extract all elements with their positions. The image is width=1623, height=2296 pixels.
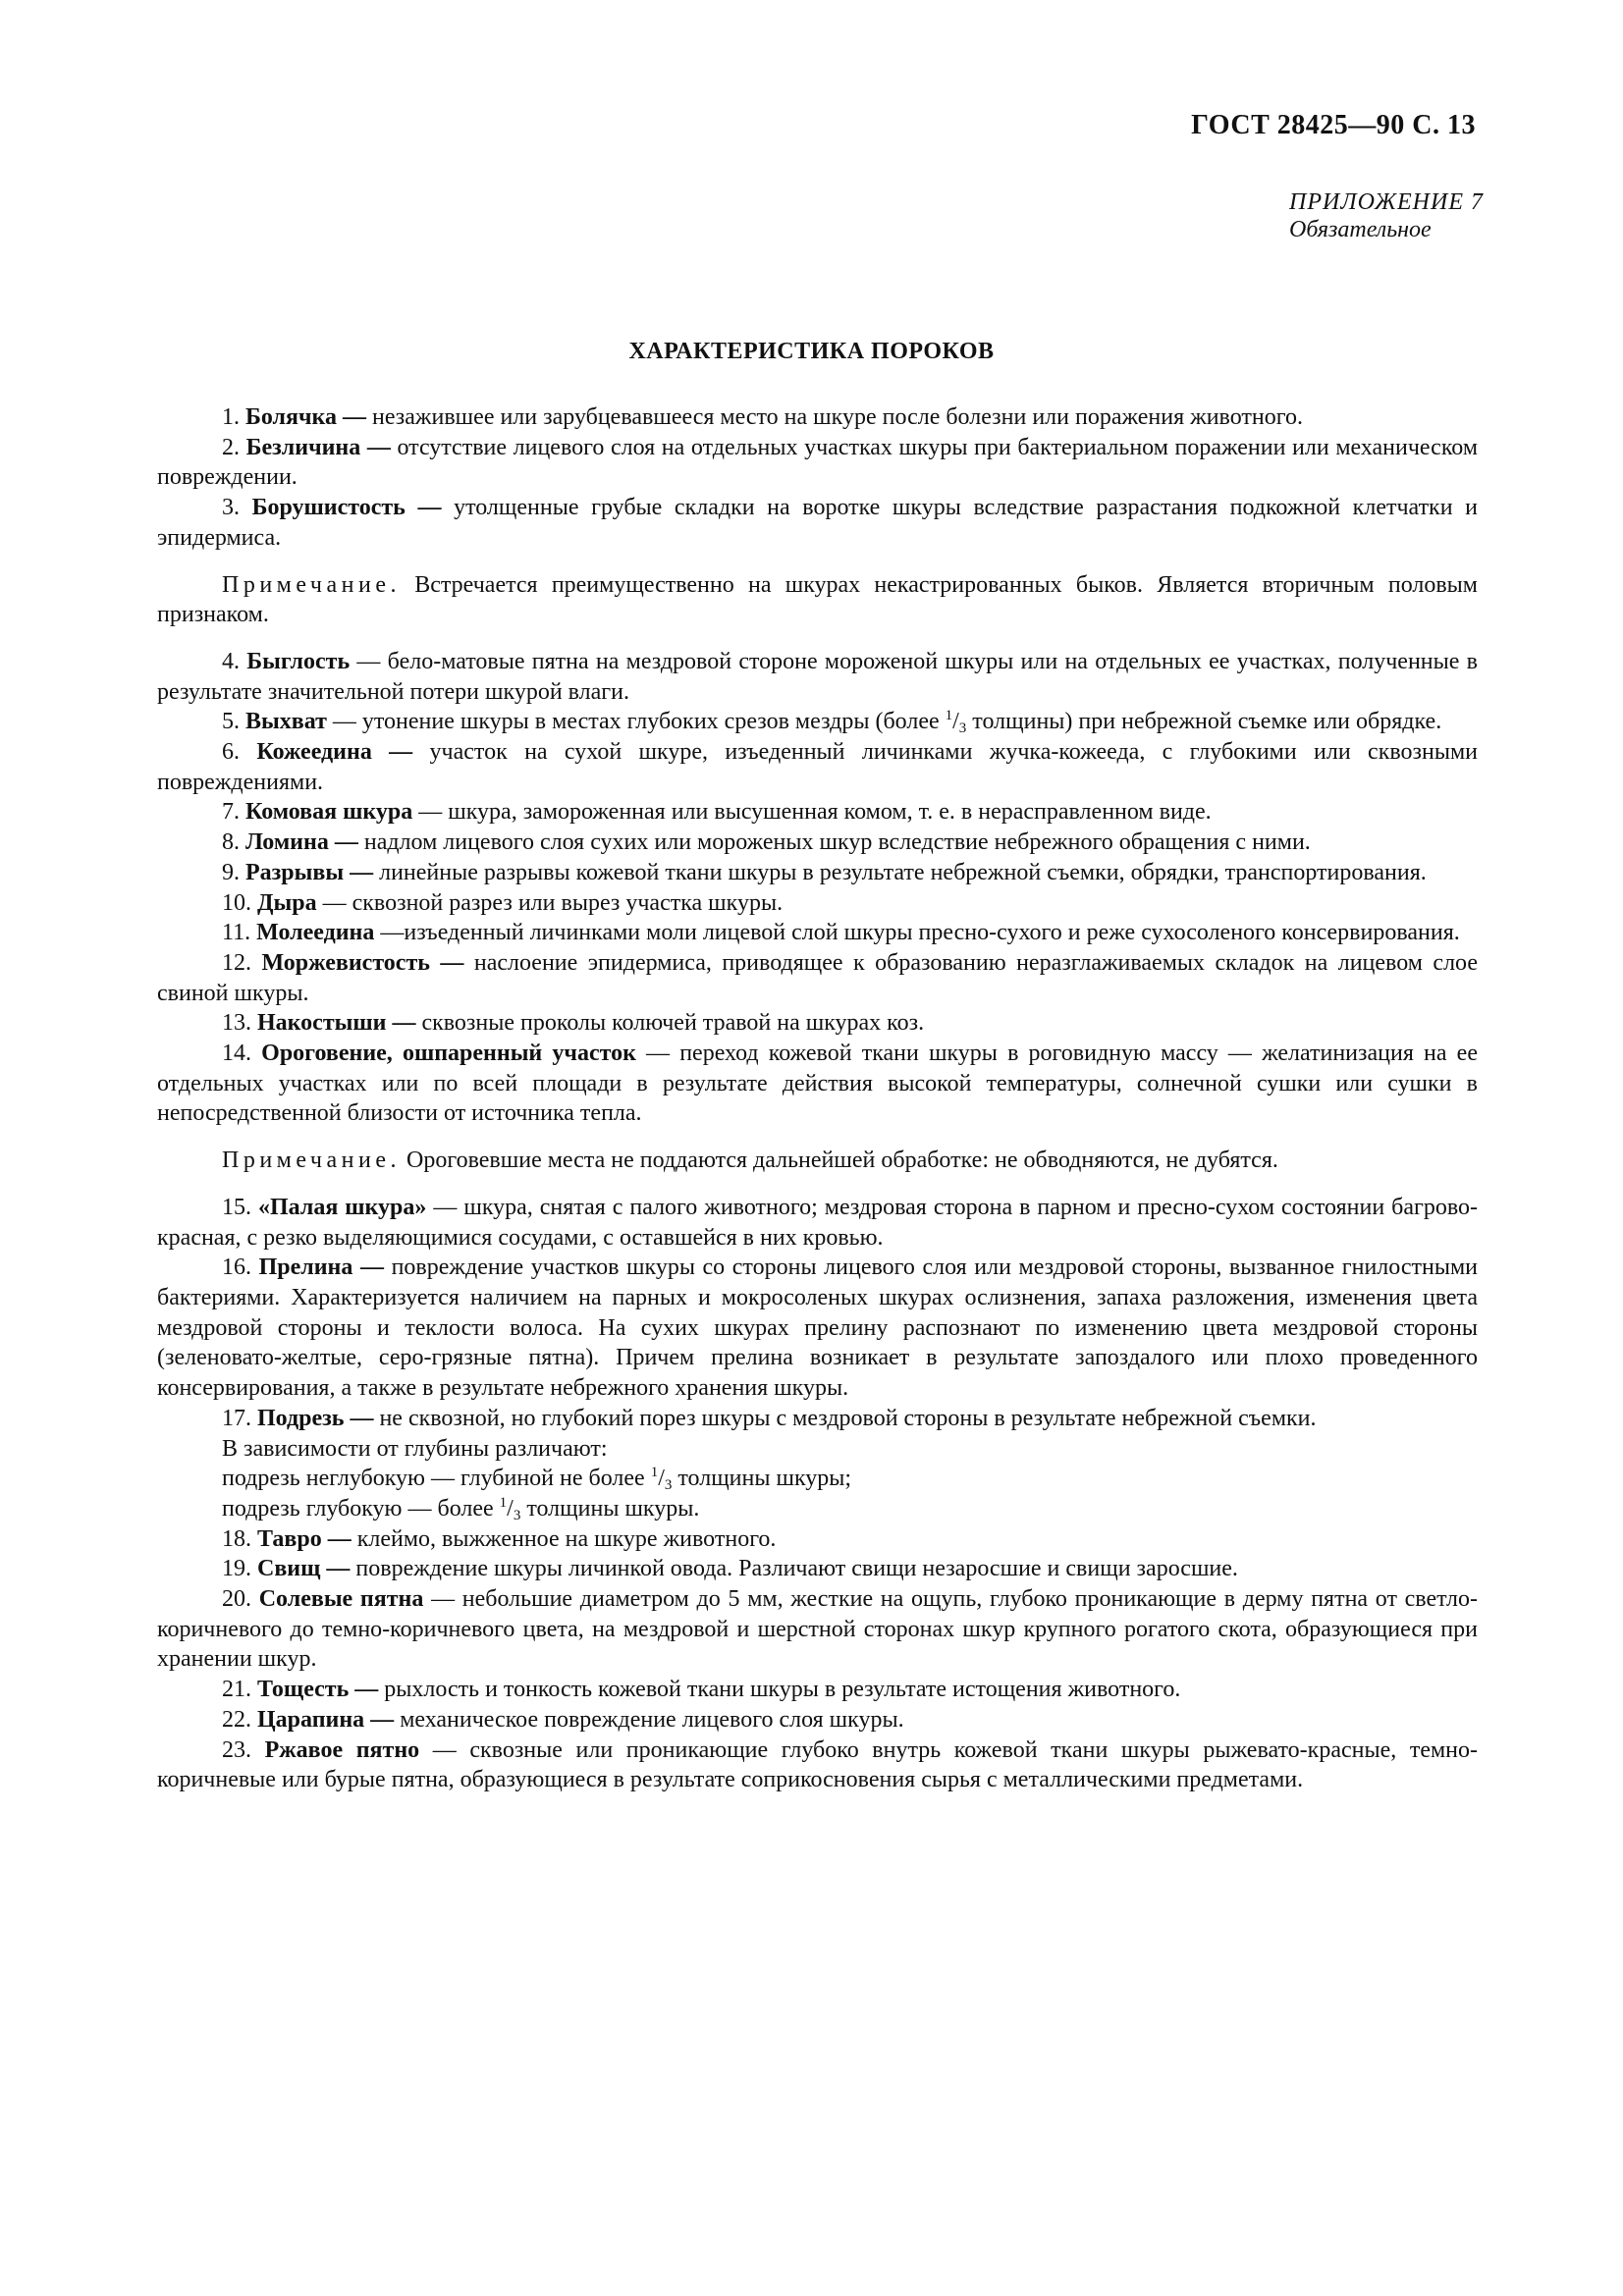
list-item: 19. Свищ — повреждение шкуры личинкой овода. Различают свищи незаросшие и свищи заросшие. [222,1556,1238,1582]
note: Примечание. Ороговевшие места не поддаются дальнейшей обработке: не обводняются, не дубятся. [222,1148,1278,1174]
list-item: 18. Тавро — клеймо, выжженное на шкуре животного. [222,1525,777,1552]
defects-list [157,402,1478,1795]
note-label: Примечание. [222,1148,401,1174]
list-item: 16. Прелина — повреждение участков шкуры со стороны лицевого слоя или мездровой стороны, вызванное гнилостными бактериями. Характеризуется наличием на парных и мокросоленых шкурах ослизнения, запаха разложения, изменения цвета мездровой стороны и теклости волоса. На сухих шкурах прелину распознают по изменению цвета мездровой стороны (зеленовато-желтые, серо-грязные пятна). Причем прелина возникает в результате запоздалого или плохо проведенного консервирования, а также в результате небрежного хранения шкуры. [157,1255,1479,1402]
list-item: 23. Ржавое пятно — сквозные или проникающие глубоко внутрь кожевой ткани шкуры рыжевато-красные, темно-коричневые или бурые пятна, образующиеся в результате соприкосновения сырья с металлическими предметами. [157,1736,1479,1793]
list-item: 9. Разрывы — линейные разрывы кожевой ткани шкуры в результате небрежной съемки, обрядки, транспортирования. [222,859,1427,885]
fraction-one-third: $^1/_3$ [945,708,967,737]
list-item: 2. Безличина — отсутствие лицевого слоя на отдельных участках шкуры при бактериальном поражении или механическом повреждении. [157,434,1479,491]
list-item: 7. Комовая шкура — шкура, замороженная или высушенная комом, т. е. в нерасправленном виде. [222,799,1212,826]
list-item: 21. Тощесть — рыхлость и тонкость кожевой ткани шкуры в результате истощения животного. [222,1677,1181,1703]
list-item: 15. «Палая шкура» — шкура, снятая с палого животного; мездровая сторона в парном и пресно-сухом состоянии багрово-красная, с резко выделяющимися сосудами, с оставшейся в них кровью. [157,1194,1478,1251]
list-item: 4. Быглость — бело-матовые пятна на мездровой стороне мороженой шкуры или на отдельных ее участках, полученные в результате значительной потери шкурой влаги. [157,648,1479,705]
list-subtext: подрезь глубокую — более $^1/_3$ толщины шкуры. [222,1494,700,1523]
fraction-one-third: $^1/_3$ [650,1465,673,1494]
list-subtext: В зависимости от глубины различают: [222,1435,608,1462]
page-title: ХАРАКТЕРИСТИКА ПОРОКОВ [628,339,995,364]
appendix-status: Обязательное [1289,217,1432,242]
note-label: Примечание. [222,571,401,598]
fraction-one-third: $^1/_3$ [499,1494,521,1523]
list-item: 13. Накостыши — сквозные проколы колючей травой на шкурах коз. [222,1010,925,1037]
list-item: 17. Подрезь — не сквозной, но глубокий порез шкуры с мездровой стороны в результате небрежной съемки. [222,1405,1317,1431]
list-item: 14. Ороговение, ошпаренный участок — переход кожевой ткани шкуры в роговидную массу — желатинизация на ее отдельных участках или по всей площади в результате действия высокой температуры, солнечной сушки или сушки в непосредственной близости от источника тепла. [157,1041,1478,1127]
list-item: 6. Кожеедина — участок на сухой шкуре, изъеденный личинками жучка-кожееда, с глубокими или сквозными повреждениями. [157,739,1479,795]
note: Примечание. Встречается преимущественно на шкурах некастрированных быков. Является вторичным половым признаком. [157,571,1478,628]
list-subtext: подрезь неглубокую — глубиной не более $^1/_3$ толщины шкуры; [222,1465,852,1494]
list-item: 5. Выхват — утонение шкуры в местах глубоких срезов мездры (более $^1/_3$ толщины) при небрежной съемке или обрядке. [222,708,1442,737]
list-item: 20. Солевые пятна — небольшие диаметром до 5 мм, жесткие на ощупь, глубоко проникающие в дерму пятна от светло-коричневого до темно-коричневого цвета, на мездровой и шерстной сторонах шкур крупного рогатого скота, образующиеся при хранении шкур. [157,1586,1479,1673]
appendix-block [1289,188,1484,243]
list-item: 8. Ломина — надлом лицевого слоя сухих или мороженых шкур вследствие небрежного обращения с ними. [222,829,1311,856]
list-item: 3. Борушистость — утолщенные грубые складки на воротке шкуры вследствие разрастания подкожной клетчатки и эпидермиса. [157,495,1479,551]
list-item: 11. Молеедина —изъеденный личинками моли лицевой слой шкуры пресно-сухого и реже сухосоленого консервирования. [222,920,1460,946]
standard-page-header: ГОСТ 28425—90 С. 13 [1191,110,1476,140]
list-item: 12. Моржевистость — наслоение эпидермиса, приводящее к образованию неразглаживаемых складок на лицевом слое свиной шкуры. [157,949,1478,1006]
list-item: 10. Дыра — сквозной разрез или вырез участка шкуры. [222,889,784,916]
list-item: 1. Болячка — незажившее или зарубцевавшееся место на шкуре после болезни или поражения животного. [222,404,1303,430]
list-item: 22. Царапина — механическое повреждение лицевого слоя шкуры. [222,1706,904,1733]
appendix-label: ПРИЛОЖЕНИЕ 7 [1289,189,1484,215]
